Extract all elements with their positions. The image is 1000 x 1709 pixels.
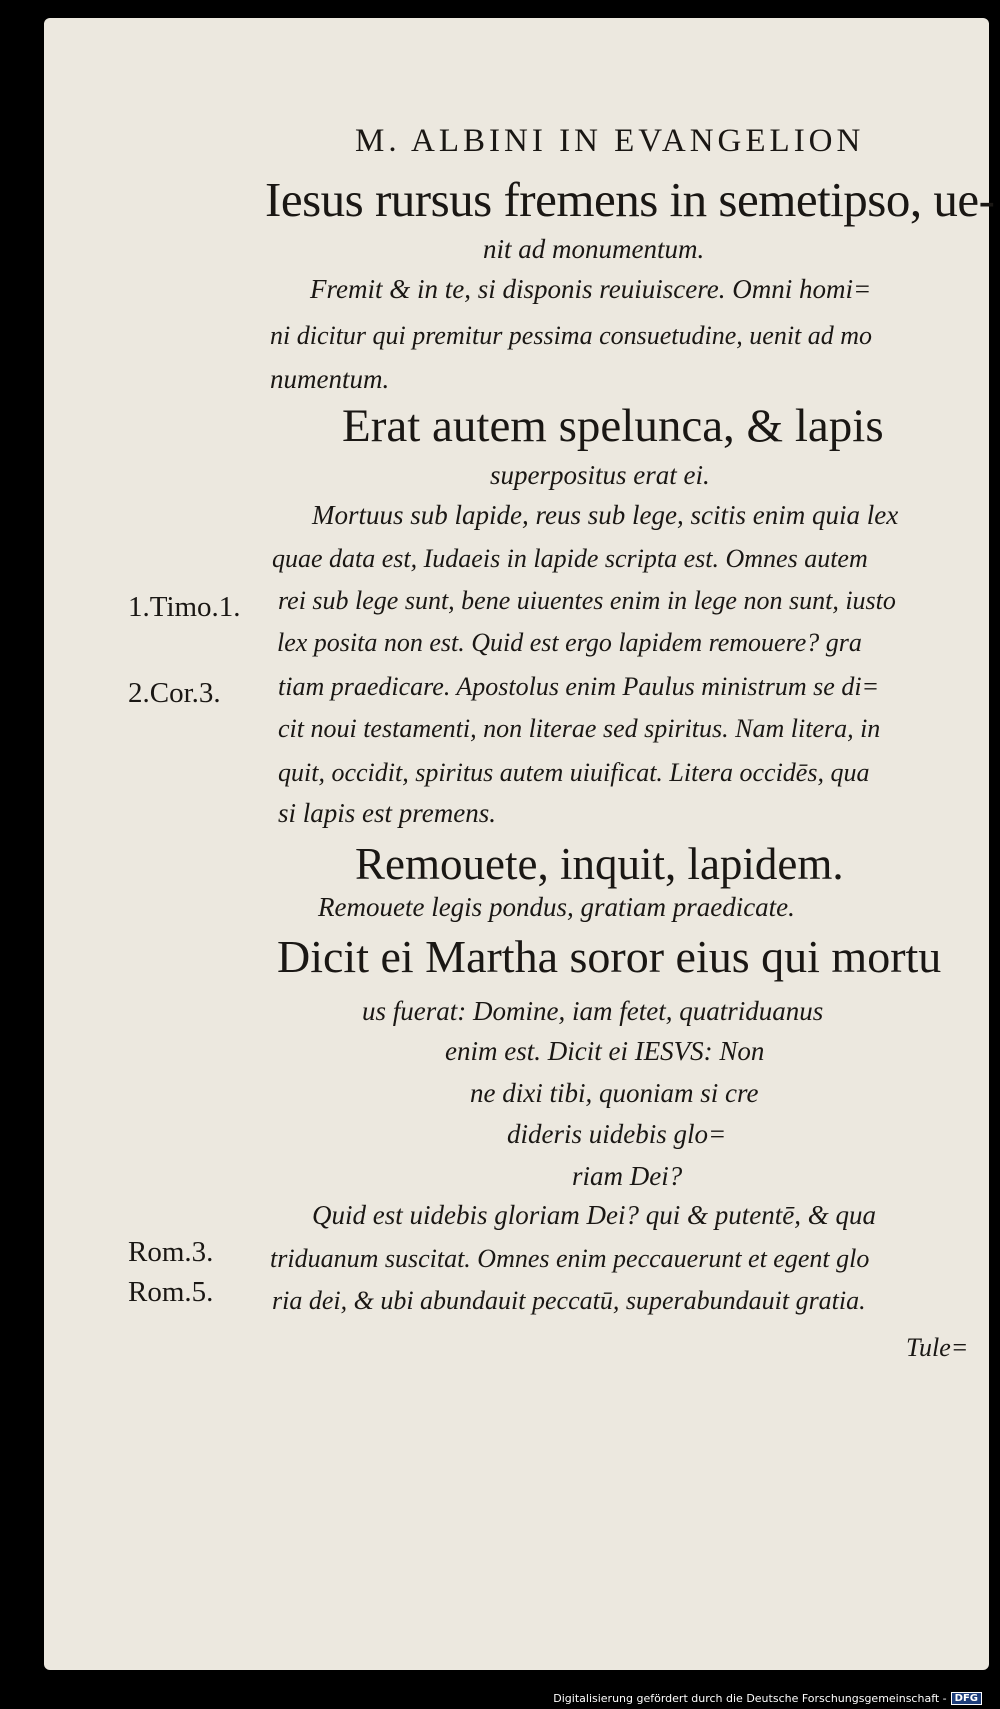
- text-line-13: cit noui testamenti, non literae sed spiritus. Nam litera, in: [278, 714, 881, 743]
- margin-note-cor: 2.Cor.3.: [128, 677, 221, 709]
- footer-text: Digitalisierung gefördert durch die Deutsche Forschungsgemeinschaft -: [553, 1692, 947, 1705]
- text-line-18: Dicit ei Martha soror eius qui mortu: [277, 931, 942, 982]
- text-line-10: rei sub lege sunt, bene uiuentes enim in lege non sunt, iusto: [278, 586, 896, 615]
- text-line-24: Quid est uidebis gloriam Dei? qui & putentē, & qua: [312, 1200, 876, 1230]
- text-line-1: Iesus rursus fremens in semetipso, ue-: [265, 172, 995, 227]
- text-line-5: numentum.: [270, 364, 390, 394]
- text-line-23: riam Dei?: [572, 1161, 683, 1191]
- text-line-8: Mortuus sub lapide, reus sub lege, scitis enim quia lex: [312, 500, 899, 530]
- text-line-14: quit, occidit, spiritus autem uiuificat. Litera occidēs, qua: [278, 758, 870, 787]
- digitization-footer: [553, 1692, 982, 1705]
- text-line-7: superpositus erat ei.: [490, 460, 710, 490]
- text-line-3: Fremit & in te, si disponis reuiuiscere. Omni homi=: [310, 274, 872, 304]
- text-line-19: us fuerat: Domine, iam fetet, quatriduanus: [362, 996, 824, 1026]
- text-line-9: quae data est, Iudaeis in lapide scripta est. Omnes autem: [272, 544, 868, 573]
- margin-note-rom5: Rom.5.: [128, 1276, 214, 1308]
- text-line-4: ni dicitur qui premitur pessima consuetudine, uenit ad mo: [270, 321, 873, 350]
- running-head: M. ALBINI IN EVANGELION: [355, 123, 865, 159]
- text-line-15: si lapis est premens.: [278, 798, 496, 828]
- text-line-26: ria dei, & ubi abundauit peccatū, superabundauit gratia.: [272, 1286, 866, 1315]
- text-line-catchword: Tule=: [906, 1333, 969, 1362]
- text-line-20: enim est. Dicit ei IESVS: Non: [445, 1036, 765, 1066]
- text-line-17: Remouete legis pondus, gratiam praedicate.: [318, 892, 795, 922]
- text-line-25: triduanum suscitat. Omnes enim peccauerunt et egent glo: [270, 1244, 870, 1273]
- text-line-6: Erat autem spelunca, & lapis: [342, 400, 884, 452]
- text-line-2: nit ad monumentum.: [483, 234, 705, 264]
- text-line-16: Remouete, inquit, lapidem.: [355, 839, 844, 889]
- margin-note-rom3: Rom.3.: [128, 1236, 214, 1268]
- text-line-22: dideris uidebis glo=: [507, 1119, 727, 1149]
- text-line-12: tiam praedicare. Apostolus enim Paulus ministrum se di=: [278, 672, 880, 701]
- margin-note-timo: 1.Timo.1.: [128, 591, 241, 623]
- dfg-logo: DFG: [951, 1692, 982, 1705]
- text-line-11: lex posita non est. Quid est ergo lapidem remouere? gra: [277, 628, 862, 657]
- text-line-21: ne dixi tibi, quoniam si cre: [470, 1078, 759, 1108]
